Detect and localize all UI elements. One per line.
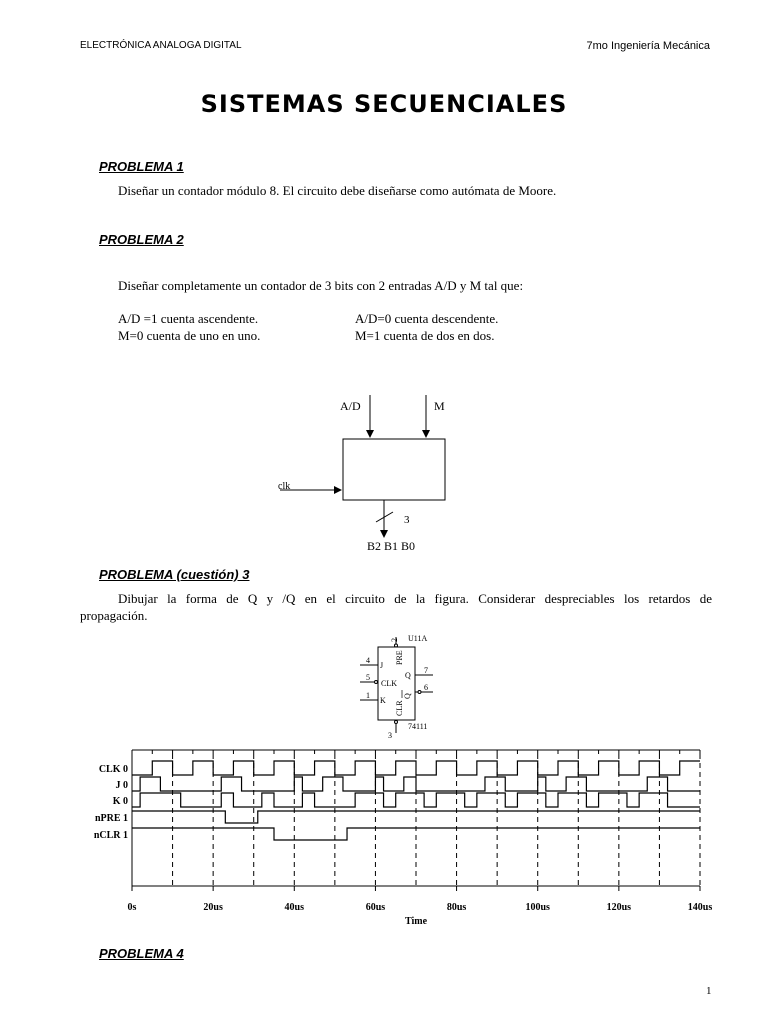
ff-pin-k: 1 <box>366 691 370 700</box>
cond-m0: M=0 cuenta de uno en uno. <box>118 328 261 343</box>
signal-label: nCLR 1 <box>93 830 128 841</box>
ff-pin-clr: 3 <box>388 731 392 740</box>
x-tick-label: 20us <box>203 902 223 913</box>
ff-pin-pre: 2 <box>390 638 399 642</box>
cond-ad1: A/D =1 cuenta ascendente. <box>118 311 259 326</box>
clk-label: clk <box>278 481 291 492</box>
bus-width-label: 3 <box>404 514 410 526</box>
header-right: 7mo Ingeniería Mecánica <box>586 40 710 52</box>
problema3-text-line1: Dibujar la forma de Q y /Q en el circuito de la figura. Considerar despreciables los retardos de <box>118 591 712 606</box>
ff-pin-qn: 6 <box>424 683 428 692</box>
x-tick-label: 140us <box>687 902 713 913</box>
x-tick-label: 100us <box>525 902 550 913</box>
ff-label-q: Q <box>405 671 411 680</box>
cond-ad0: A/D=0 cuenta descendente. <box>355 311 499 326</box>
x-tick-label: 0s <box>127 902 137 913</box>
problema1-text: Diseñar un contador módulo 8. El circuito debe diseñarse como autómata de Moore. <box>118 183 557 198</box>
ff-label-j: J <box>380 661 384 670</box>
signal-label: CLK 0 <box>98 764 128 775</box>
outputs-label: B2 B1 B0 <box>367 539 416 553</box>
x-tick-label: 120us <box>606 902 632 913</box>
x-tick-label: 40us <box>284 902 305 913</box>
clk-waveform <box>132 761 700 775</box>
x-axis-label: Time <box>404 916 428 927</box>
problema3-heading: PROBLEMA (cuestión) 3 <box>99 567 250 582</box>
x-tick-label: 60us <box>365 902 386 913</box>
ff-pin-q: 7 <box>424 666 428 675</box>
ff-label-pre: PRE <box>395 650 404 665</box>
ff-label-k: K <box>380 696 386 705</box>
problema4-heading: PROBLEMA 4 <box>99 946 184 961</box>
problema3-text-line2: propagación. <box>80 608 148 623</box>
signal-label: K 0 <box>112 796 128 807</box>
ff-label-clr: CLR <box>395 700 404 716</box>
problema2-heading: PROBLEMA 2 <box>99 232 184 247</box>
cond-m1: M=1 cuenta de dos en dos. <box>355 328 495 343</box>
j-waveform <box>132 777 700 791</box>
ff-label-qn: Q <box>403 693 412 699</box>
m-label: M <box>434 399 445 413</box>
page-title: SISTEMAS SECUENCIALES <box>200 90 568 118</box>
ff-pin-j: 4 <box>366 656 370 665</box>
ff-ref: U11A <box>408 634 428 643</box>
ff-pin-clk: 5 <box>366 673 370 682</box>
ff-part: 74111 <box>408 722 428 731</box>
page-number: 1 <box>706 985 712 997</box>
ff-label-clk: CLK <box>381 679 397 688</box>
signal-label: J 0 <box>115 780 128 791</box>
ad-label: A/D <box>340 399 361 413</box>
x-tick-label: 80us <box>446 902 467 913</box>
problema1-heading: PROBLEMA 1 <box>99 159 184 174</box>
signal-label: nPRE 1 <box>94 813 128 824</box>
header-left: ELECTRÓNICA ANALOGA DIGITAL <box>80 40 242 51</box>
problema2-text: Diseñar completamente un contador de 3 bits con 2 entradas A/D y M tal que: <box>118 278 524 293</box>
